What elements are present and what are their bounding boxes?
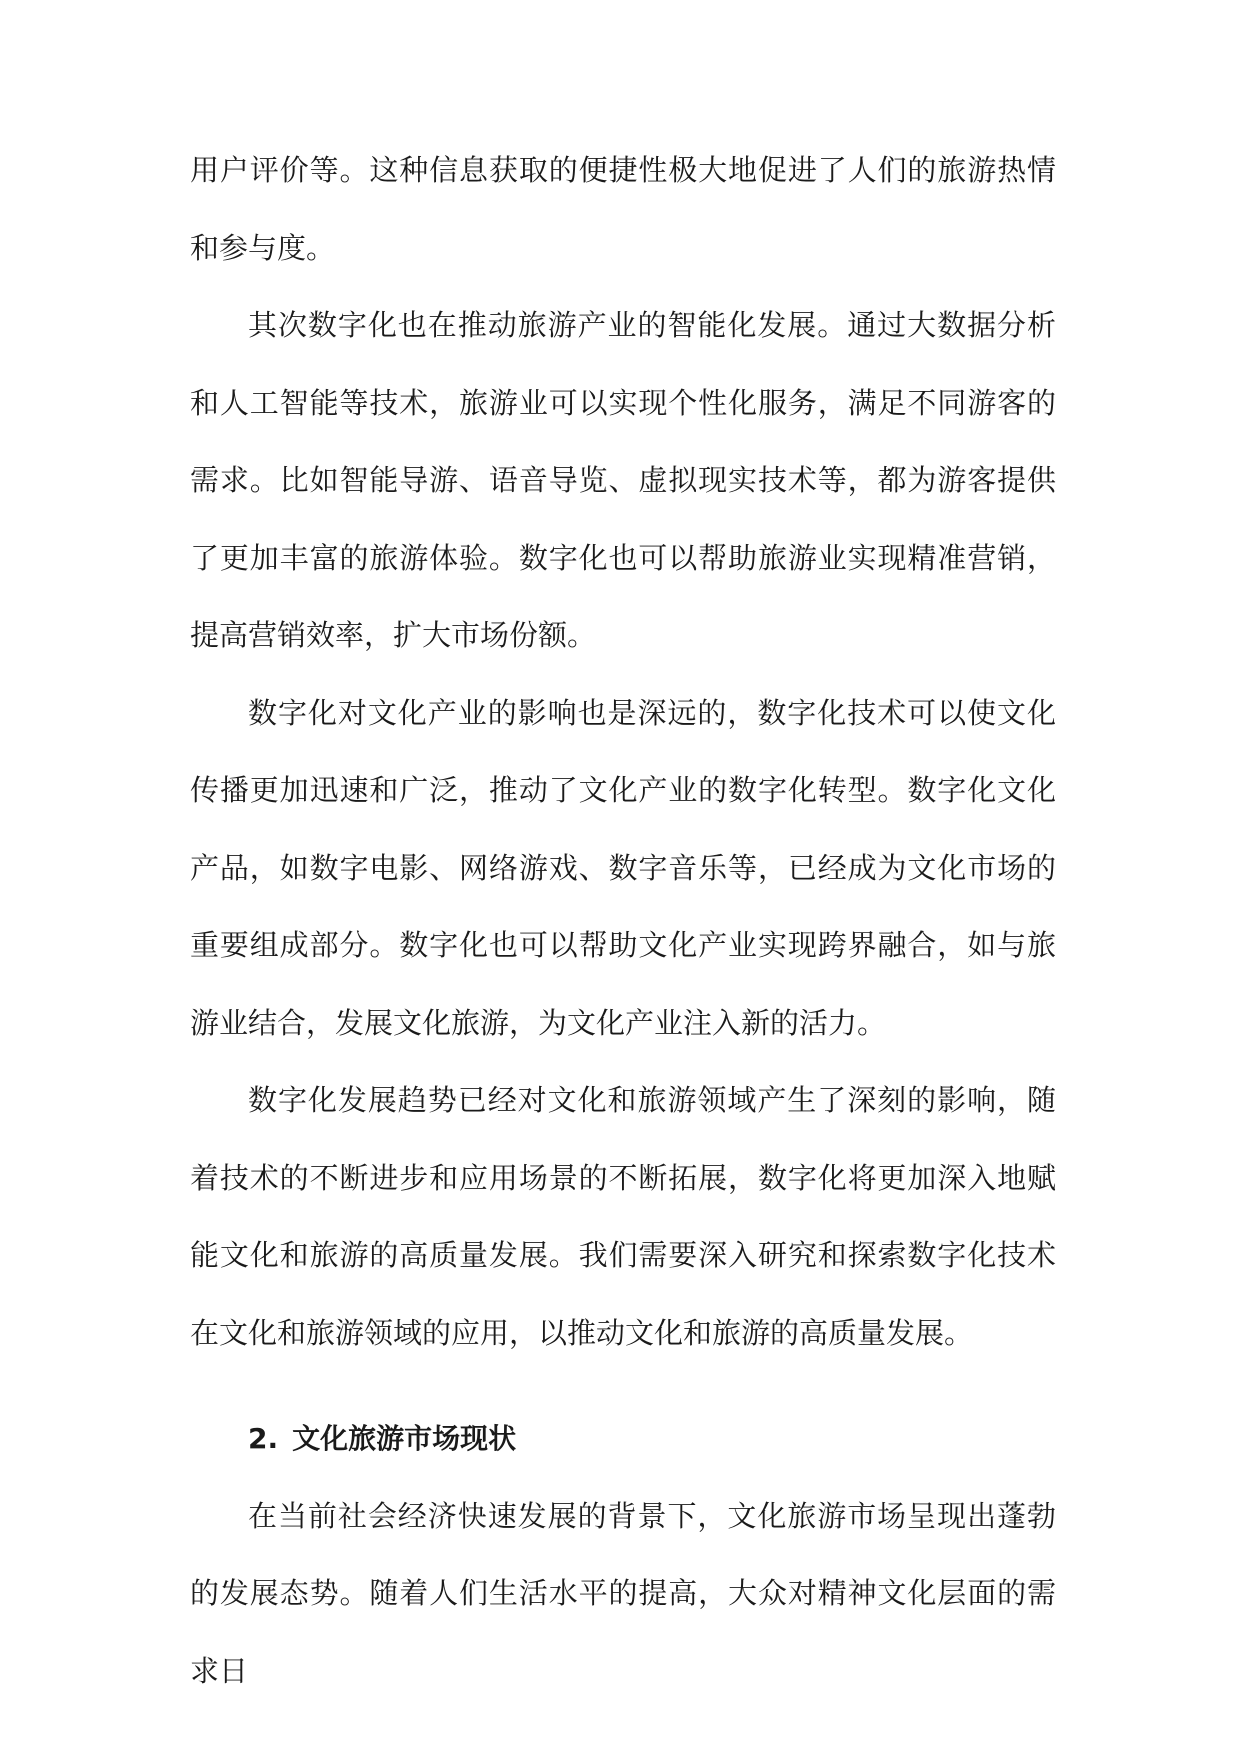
- section-heading: [190, 1400, 1056, 1478]
- paragraph-digital-trend: 数字化发展趋势已经对文化和旅游领域产生了深刻的影响，随着技术的不断进步和应用场景的不断拓展，数字化将更加深入地赋能文化和旅游的高质量发展。我们需要深入研究和探索数字化技术在文化和旅游领域的应用，以推动文化和旅游的高质量发展。: [190, 1083, 1056, 1350]
- section-title: 文化旅游市场现状: [292, 1422, 517, 1455]
- paragraph-market-status: 在当前社会经济快速发展的背景下，文化旅游市场呈现出蓬勃的发展态势。随着人们生活水平的提高，大众对精神文化层面的需求日: [190, 1498, 1056, 1688]
- paragraph-continuation: 用户评价等。这种信息获取的便捷性极大地促进了人们的旅游热情和参与度。: [190, 153, 1056, 265]
- paragraph-tourism-intelligence: 其次数字化也在推动旅游产业的智能化发展。通过大数据分析和人工智能等技术，旅游业可以实现个性化服务，满足不同游客的需求。比如智能导游、语音导览、虚拟现实技术等，都为游客提供了更加丰富的旅游体验。数字化也可以帮助旅游业实现精准营销，提高营销效率，扩大市场份额。: [190, 308, 1056, 652]
- paragraph-culture-industry: 数字化对文化产业的影响也是深远的，数字化技术可以使文化传播更加迅速和广泛，推动了文化产业的数字化转型。数字化文化产品，如数字电影、网络游戏、数字音乐等，已经成为文化市场的重要组成部分。数字化也可以帮助文化产业实现跨界融合，如与旅游业结合，发展文化旅游，为文化产业注入新的活力。: [190, 695, 1056, 1040]
- section-number: 2.: [248, 1422, 279, 1455]
- document-page: [190, 132, 1056, 1710]
